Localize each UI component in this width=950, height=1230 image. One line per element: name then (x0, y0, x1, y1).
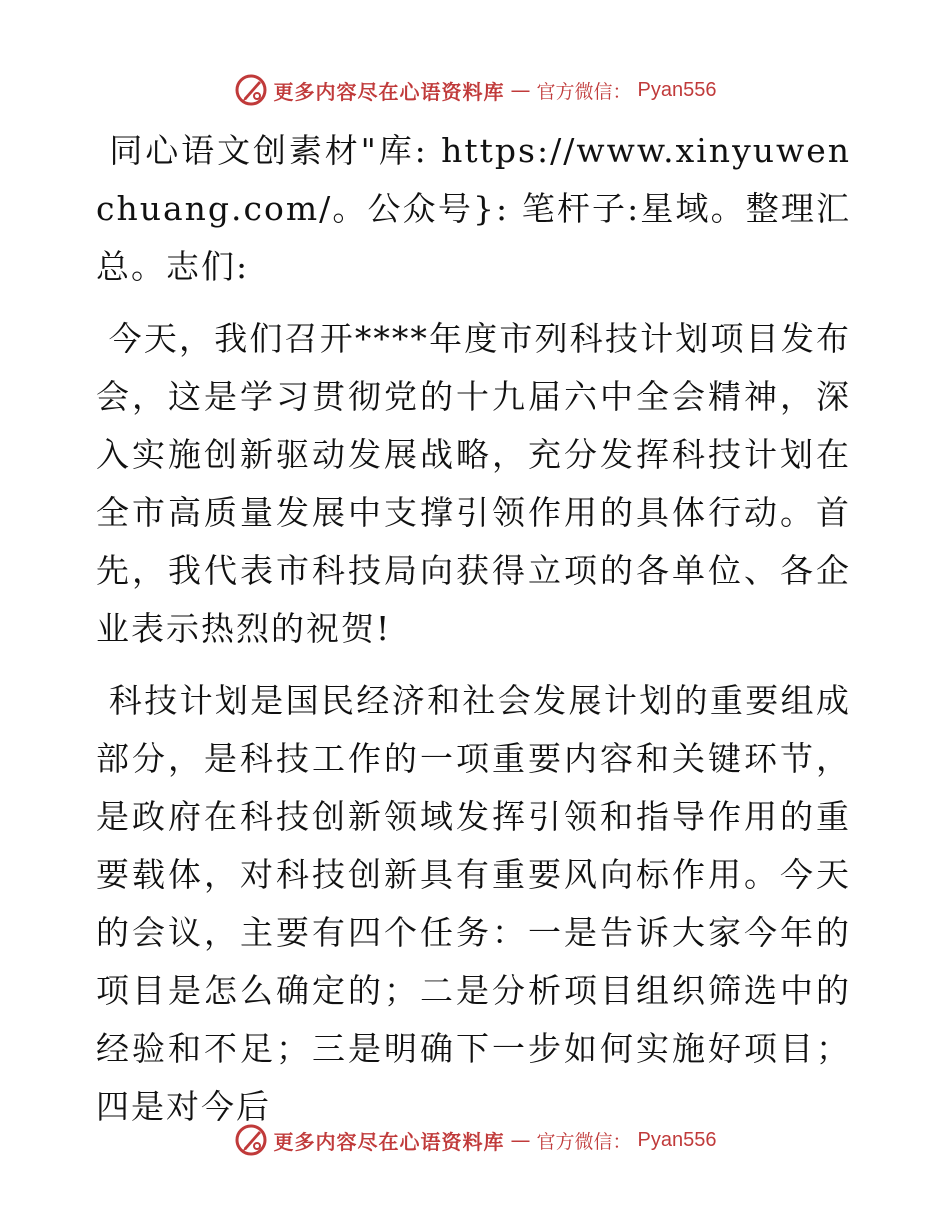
footer-banner-dash: — (510, 1128, 531, 1152)
header-banner-dash: — (510, 78, 531, 102)
header-wechat-id: Pyan556 (637, 78, 717, 101)
footer-banner-text: 更多内容尽在心语资料库 (273, 1129, 505, 1154)
header-banner (0, 70, 950, 110)
footer-wechat-label: 官方微信： (536, 1130, 632, 1153)
footer-banner (0, 1120, 950, 1160)
paragraph-intro: 同心语文创素材"库: https://www.xinyuwenchuang.com/。公众号}: 笔杆子:星域。整理汇总。志们: (96, 131, 851, 286)
header-wechat-label: 官方微信： (536, 80, 632, 103)
quill-pen-logo-icon (234, 73, 268, 107)
footer-wechat-id: Pyan556 (637, 1128, 717, 1151)
quill-pen-logo-icon (234, 1123, 268, 1157)
document-body (96, 122, 851, 1150)
paragraph-opening: 今天，我们召开****年度市列科技计划项目发布会，这是学习贯彻党的十九届六中全会精神，深入实施创新驱动发展战略，充分发挥科技计划在全市高质量发展中支撑引领作用的具体行动。首先，我代表市科技局向获得立项的各单位、各企业表示热烈的祝贺! (96, 319, 851, 648)
paragraph-tasks: 科技计划是国民经济和社会发展计划的重要组成部分，是科技工作的一项重要内容和关键环节，是政府在科技创新领域发挥引领和指导作用的重要载体，对科技创新具有重要风向标作用。今天的会议，主要有四个任务：一是告诉大家今年的项目是怎么确定的；二是分析项目组织筛选中的经验和不足；三是明确下一步如何实施好项目；四是对今后 (96, 681, 852, 1126)
header-banner-text: 更多内容尽在心语资料库 (273, 79, 505, 104)
